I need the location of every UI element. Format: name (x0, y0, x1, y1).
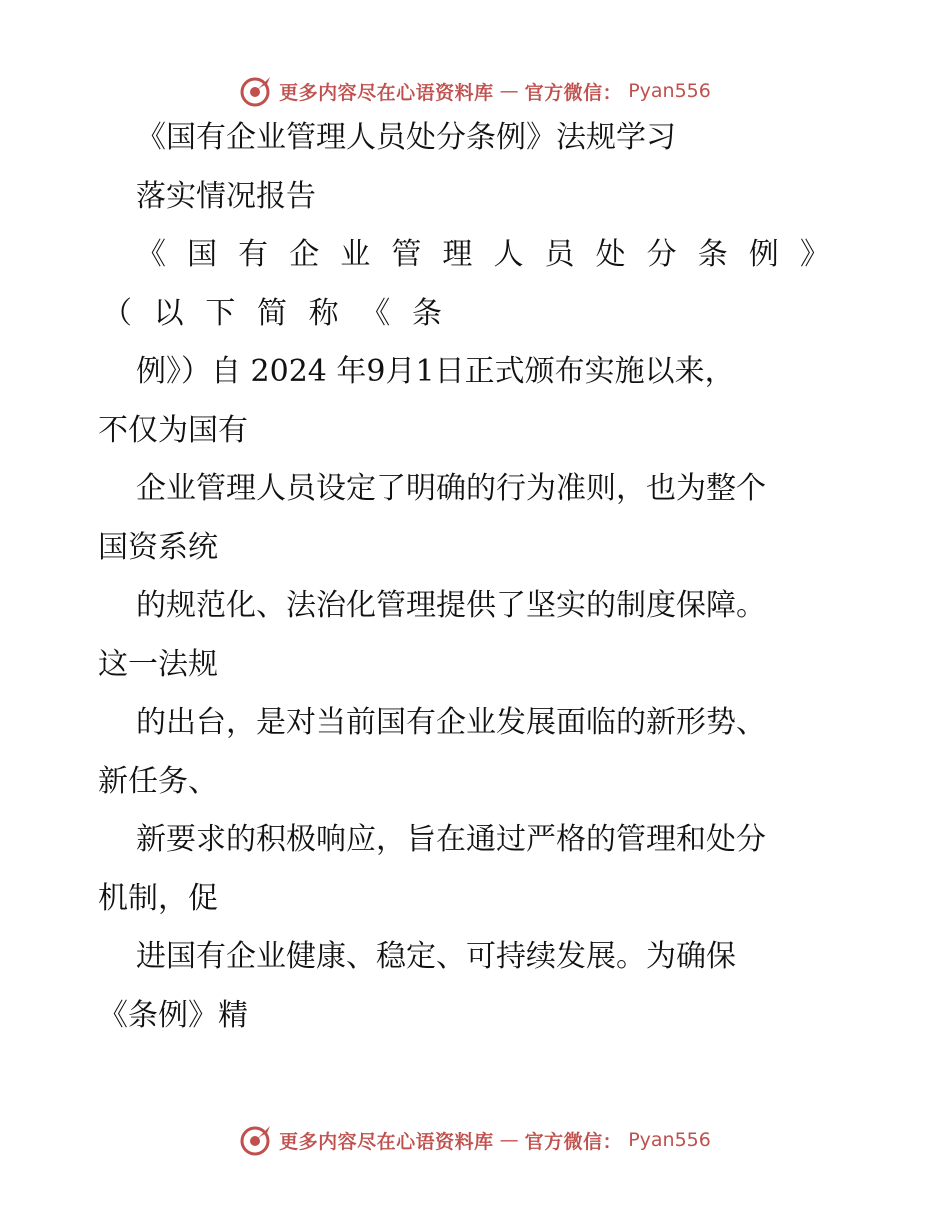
justified-char: 管 (391, 237, 422, 272)
paragraph-line: 企业管理人员设定了明确的行为准则，也为整个 (136, 471, 766, 506)
watermark-wechat-id: Pyan556 (628, 80, 711, 102)
justified-char: 例 (748, 237, 779, 272)
paragraph-line: 新要求的积极响应，旨在通过严格的管理和处分 (136, 822, 766, 857)
paragraph-line: 机制，促 (98, 880, 218, 916)
justified-line (102, 294, 442, 334)
watermark-wechat-label: 官方微信： (524, 1130, 623, 1153)
footer-watermark (0, 1120, 950, 1160)
watermark-dash: — (499, 80, 519, 102)
justified-char: 有 (238, 237, 269, 272)
justified-char: 条 (411, 295, 442, 331)
justified-char: 分 (646, 237, 677, 272)
justified-char: 人 (493, 237, 524, 272)
quill-logo-icon (239, 1123, 273, 1157)
watermark-text: 更多内容尽在心语资料库 (279, 81, 494, 104)
justified-char: 国 (187, 237, 218, 272)
justified-char: 企 (289, 237, 320, 272)
watermark-dash: — (499, 1129, 519, 1151)
justified-char: 》 (799, 237, 830, 272)
paragraph-line: 进国有企业健康、稳定、可持续发展。为确保 (136, 939, 736, 974)
justified-char: 业 (340, 237, 371, 272)
paragraph-line: 不仅为国有 (98, 412, 248, 448)
justified-char: 处 (595, 237, 626, 272)
paragraph-line: 的出台，是对当前国有企业发展面临的新形势、 (136, 705, 766, 740)
paragraph-line: 《条例》精 (98, 997, 248, 1033)
paragraph-line: 这一法规 (98, 646, 218, 682)
justified-char: 称 (308, 295, 339, 331)
document-subtitle: 落实情况报告 (136, 178, 316, 214)
justified-line (136, 235, 830, 275)
justified-char: 《 (360, 295, 391, 331)
watermark-wechat-label: 官方微信： (524, 81, 623, 104)
justified-char: 简 (256, 295, 287, 331)
header-watermark (0, 71, 950, 111)
justified-char: 下 (205, 295, 236, 331)
justified-char: 理 (442, 237, 473, 272)
paragraph-line: 国资系统 (98, 529, 218, 565)
justified-char: 《 (136, 237, 166, 272)
justified-char: （ (102, 295, 132, 331)
justified-char: 员 (544, 237, 575, 272)
watermark-wechat-id: Pyan556 (628, 1129, 711, 1151)
quill-logo-icon (239, 74, 273, 108)
justified-char: 以 (153, 295, 184, 331)
paragraph-line: 的规范化、法治化管理提供了坚实的制度保障。 (136, 588, 766, 623)
paragraph-line: 例》）自 2024 年9月1日正式颁布实施以来， (136, 354, 735, 389)
document-title: 《国有企业管理人员处分条例》法规学习 (136, 120, 676, 155)
watermark-text: 更多内容尽在心语资料库 (279, 1130, 494, 1153)
paragraph-line: 新任务、 (98, 763, 218, 799)
justified-char: 条 (697, 237, 728, 272)
